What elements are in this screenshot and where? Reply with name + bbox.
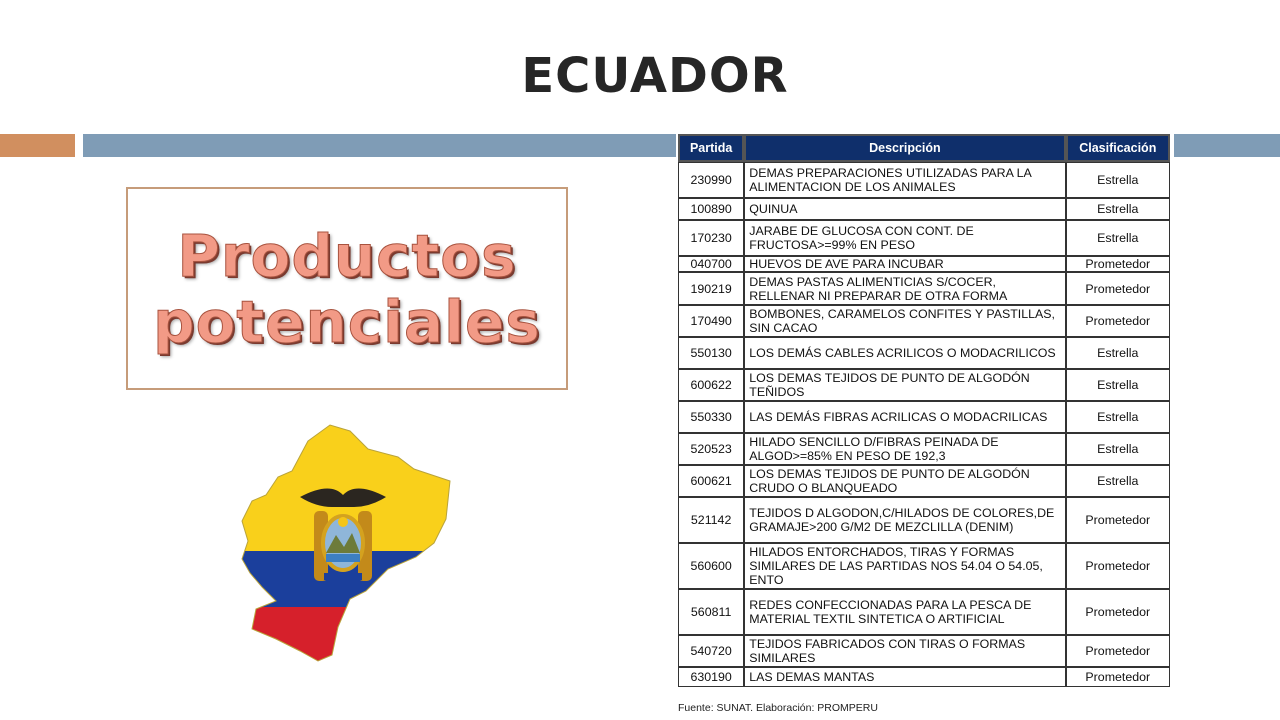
partida-cell: 040700 (678, 256, 744, 272)
descripcion-cell: LAS DEMÁS FIBRAS ACRILICAS O MODACRILICAS (744, 401, 1065, 433)
partida-cell: 550130 (678, 337, 744, 369)
descripcion-cell: TEJIDOS D ALGODON,C/HILADOS DE COLORES,DE GRAMAJE>200 G/M2 DE MEZCLILLA (DENIM) (744, 497, 1065, 543)
clasificacion-cell: Estrella (1066, 162, 1170, 198)
descripcion-cell: TEJIDOS FABRICADOS CON TIRAS O FORMAS SIMILARES (744, 635, 1065, 667)
table-row (678, 162, 1170, 198)
table-row (678, 543, 1170, 589)
promo-line-2: potenciales (153, 287, 541, 356)
clasificacion-cell: Prometedor (1066, 256, 1170, 272)
table-row (678, 198, 1170, 220)
clasificacion-cell: Prometedor (1066, 272, 1170, 305)
descripcion-cell: LOS DEMAS TEJIDOS DE PUNTO DE ALGODÓN TEÑIDOS (744, 369, 1065, 401)
table-row (678, 256, 1170, 272)
clasificacion-cell: Estrella (1066, 198, 1170, 220)
table-row (678, 220, 1170, 256)
partida-cell: 630190 (678, 667, 744, 687)
table-row (678, 433, 1170, 465)
header-descripcion: Descripción (744, 134, 1065, 162)
partida-cell: 560811 (678, 589, 744, 635)
partida-cell: 230990 (678, 162, 744, 198)
clasificacion-cell: Prometedor (1066, 667, 1170, 687)
products-table (678, 134, 1170, 687)
descripcion-cell: DEMAS PASTAS ALIMENTICIAS S/COCER, RELLENAR NI PREPARAR DE OTRA FORMA (744, 272, 1065, 305)
descripcion-cell: REDES CONFECCIONADAS PARA LA PESCA DE MATERIAL TEXTIL SINTETICA O ARTIFICIAL (744, 589, 1065, 635)
descripcion-cell: LOS DEMÁS CABLES ACRILICOS O MODACRILICOS (744, 337, 1065, 369)
clasificacion-cell: Estrella (1066, 369, 1170, 401)
table-row (678, 369, 1170, 401)
table-row (678, 667, 1170, 687)
partida-cell: 600621 (678, 465, 744, 497)
table-row (678, 635, 1170, 667)
partida-cell: 540720 (678, 635, 744, 667)
descripcion-cell: DEMAS PREPARACIONES UTILIZADAS PARA LA ALIMENTACION DE LOS ANIMALES (744, 162, 1065, 198)
promo-box (126, 187, 568, 390)
descripcion-cell: HILADOS ENTORCHADOS, TIRAS Y FORMAS SIMILARES DE LAS PARTIDAS NOS 54.04 O 54.05, ENTO (744, 543, 1065, 589)
table-row (678, 272, 1170, 305)
descripcion-cell: LAS DEMAS MANTAS (744, 667, 1065, 687)
partida-cell: 100890 (678, 198, 744, 220)
table-row (678, 401, 1170, 433)
clasificacion-cell: Prometedor (1066, 497, 1170, 543)
ecuador-flag-map-image (238, 423, 452, 663)
partida-cell: 560600 (678, 543, 744, 589)
table-row (678, 589, 1170, 635)
clasificacion-cell: Estrella (1066, 401, 1170, 433)
descripcion-cell: BOMBONES, CARAMELOS CONFITES Y PASTILLAS, SIN CACAO (744, 305, 1065, 337)
header-partida: Partida (678, 134, 744, 162)
partida-cell: 190219 (678, 272, 744, 305)
clasificacion-cell: Estrella (1066, 220, 1170, 256)
table-row (678, 337, 1170, 369)
header-clasificacion: Clasificación (1066, 134, 1170, 162)
promo-line-1: Productos (177, 221, 517, 290)
clasificacion-cell: Estrella (1066, 433, 1170, 465)
partida-cell: 520523 (678, 433, 744, 465)
accent-bar-orange (0, 134, 75, 157)
table-row (678, 497, 1170, 543)
descripcion-cell: HILADO SENCILLO D/FIBRAS PEINADA DE ALGOD>=85% EN PESO DE 192,3 (744, 433, 1065, 465)
clasificacion-cell: Estrella (1066, 337, 1170, 369)
clasificacion-cell: Prometedor (1066, 543, 1170, 589)
table-row (678, 305, 1170, 337)
partida-cell: 521142 (678, 497, 744, 543)
partida-cell: 550330 (678, 401, 744, 433)
table-row (678, 465, 1170, 497)
table-source-note: Fuente: SUNAT. Elaboración: PROMPERU (678, 702, 878, 714)
clasificacion-cell: Prometedor (1066, 305, 1170, 337)
descripcion-cell: LOS DEMAS TEJIDOS DE PUNTO DE ALGODÓN CRUDO O BLANQUEADO (744, 465, 1065, 497)
partida-cell: 600622 (678, 369, 744, 401)
clasificacion-cell: Prometedor (1066, 589, 1170, 635)
partida-cell: 170230 (678, 220, 744, 256)
slide-title: ECUADOR (521, 48, 789, 104)
partida-cell: 170490 (678, 305, 744, 337)
descripcion-cell: HUEVOS DE AVE PARA INCUBAR (744, 256, 1065, 272)
table-header-row (678, 134, 1170, 162)
clasificacion-cell: Prometedor (1066, 635, 1170, 667)
descripcion-cell: QUINUA (744, 198, 1065, 220)
descripcion-cell: JARABE DE GLUCOSA CON CONT. DE FRUCTOSA>=99% EN PESO (744, 220, 1065, 256)
products-table-panel (676, 134, 1174, 720)
clasificacion-cell: Estrella (1066, 465, 1170, 497)
